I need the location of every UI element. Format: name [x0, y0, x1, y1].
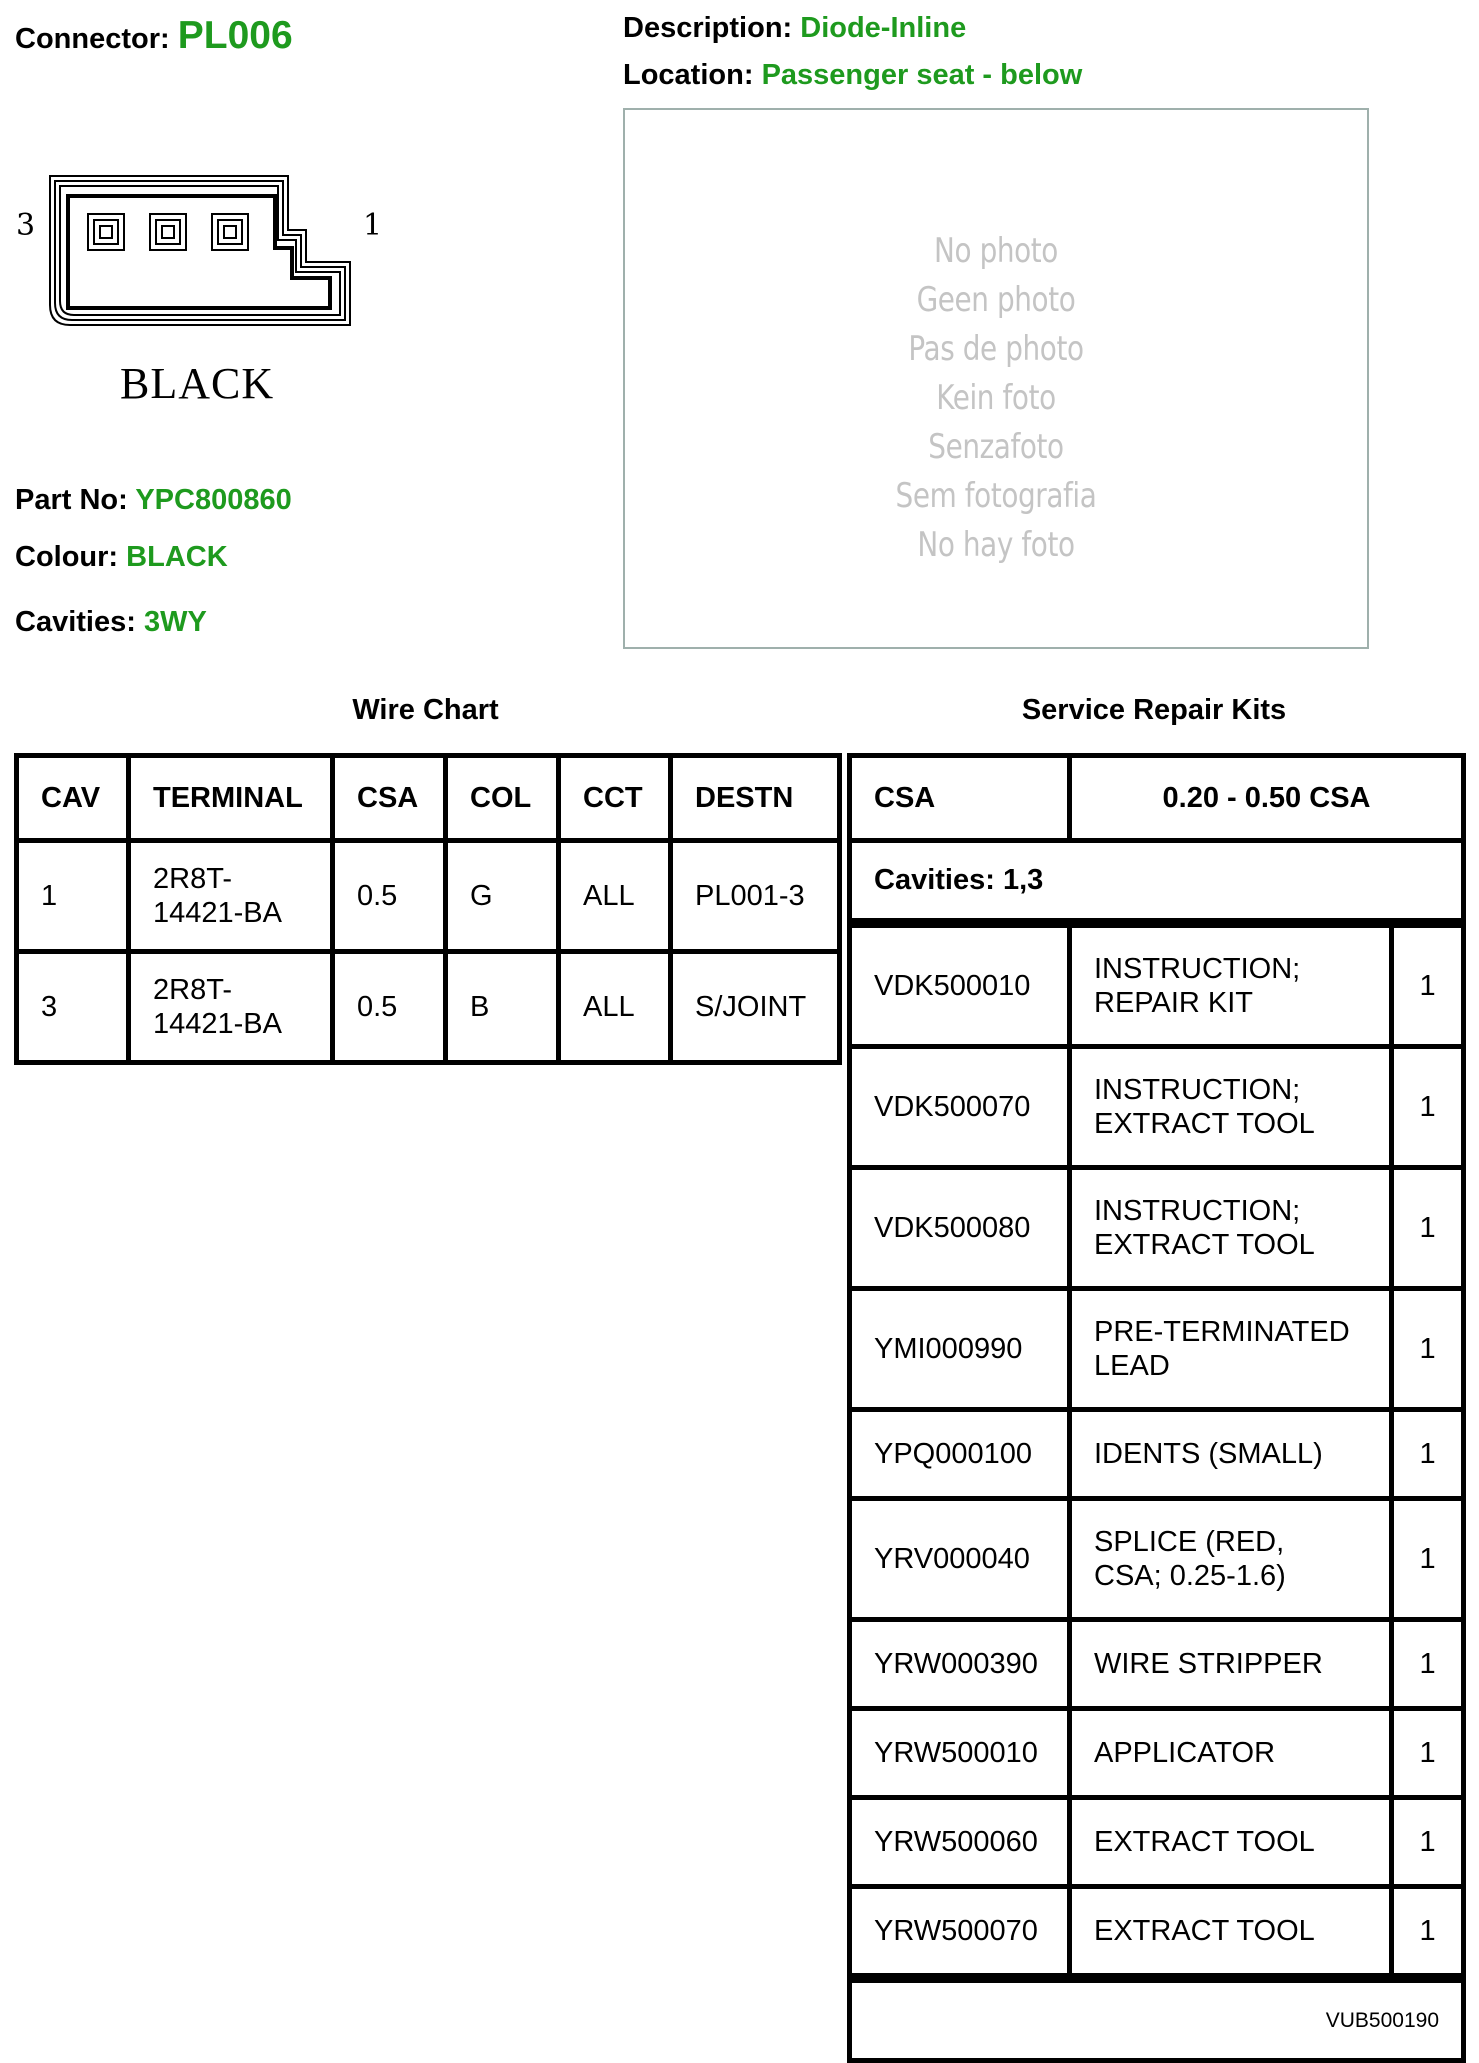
column-header: DESTN	[671, 756, 840, 841]
kit-row	[850, 1798, 1464, 1887]
description-line	[623, 12, 966, 45]
kit-row	[850, 1709, 1464, 1798]
kit-row	[850, 1887, 1464, 1976]
location-value: Passenger seat - below	[761, 59, 1083, 91]
repair-kits-table	[847, 753, 1466, 2063]
connector-outline	[10, 160, 400, 360]
col-cell: B	[446, 952, 559, 1063]
connector-colour-label: BLACK	[120, 359, 275, 408]
cavities-row	[850, 841, 1464, 921]
destn-cell: S/JOINT	[671, 952, 840, 1063]
cav-cell: 1	[17, 841, 129, 952]
kit-description: APPLICATOR	[1070, 1709, 1392, 1798]
column-header: TERMINAL	[129, 756, 333, 841]
table-row	[17, 952, 840, 1063]
location-label: Location:	[623, 59, 754, 91]
csa-label: CSA	[850, 756, 1070, 841]
no-photo-line: Senzafoto	[928, 427, 1064, 467]
kit-quantity: 1	[1392, 1047, 1464, 1168]
column-header: COL	[446, 756, 559, 841]
cavity-squares	[88, 214, 248, 250]
kit-footer-row	[850, 1981, 1464, 2061]
csa-cell: 0.5	[333, 841, 446, 952]
cct-cell: ALL	[559, 952, 671, 1063]
kit-row	[850, 1289, 1464, 1410]
description-label: Description:	[623, 12, 793, 44]
wire-chart-table	[14, 753, 842, 1065]
kit-description: INSTRUCTION; EXTRACT TOOL	[1070, 1168, 1392, 1289]
kit-part-number: YRW000390	[850, 1620, 1070, 1709]
kit-quantity: 1	[1392, 1168, 1464, 1289]
column-header: CAV	[17, 756, 129, 841]
part-no-value: YPC800860	[135, 484, 292, 516]
cavities-line	[15, 606, 207, 639]
kit-cavities: Cavities: 1,3	[850, 841, 1464, 921]
colour-value: BLACK	[126, 541, 228, 573]
csa-range: 0.20 - 0.50 CSA	[1070, 756, 1464, 841]
wire-chart-title: Wire Chart	[352, 694, 499, 726]
no-photo-line: Pas de photo	[908, 329, 1084, 369]
destn-cell: PL001-3	[671, 841, 840, 952]
kit-quantity: 1	[1392, 1289, 1464, 1410]
no-photo-line: Sem fotografia	[895, 476, 1097, 516]
csa-cell: 0.5	[333, 952, 446, 1063]
cavities-value: 3WY	[143, 606, 207, 638]
kit-part-number: VDK500070	[850, 1047, 1070, 1168]
column-header: CSA	[333, 756, 446, 841]
repair-kits-title: Service Repair Kits	[1021, 694, 1287, 726]
description-value: Diode-Inline	[800, 12, 967, 44]
colour-label: Colour:	[15, 541, 119, 573]
cct-cell: ALL	[559, 841, 671, 952]
photo-placeholder	[623, 108, 1369, 649]
no-photo-line: Geen photo	[916, 280, 1076, 320]
part-no-line	[15, 484, 292, 517]
kit-row	[850, 1047, 1464, 1168]
cav-cell: 3	[17, 952, 129, 1063]
table-header-row	[17, 756, 840, 841]
terminal-cell: 2R8T-14421-BA	[129, 841, 333, 952]
kit-part-number: YMI000990	[850, 1289, 1070, 1410]
no-photo-line: No hay foto	[917, 525, 1075, 565]
kit-part-number: YRW500010	[850, 1709, 1070, 1798]
kit-quantity: 1	[1392, 1709, 1464, 1798]
kit-row	[850, 1410, 1464, 1499]
kit-quantity: 1	[1392, 1410, 1464, 1499]
kit-description: PRE-TERMINATED LEAD	[1070, 1289, 1392, 1410]
kit-quantity: 1	[1392, 1887, 1464, 1976]
kit-description: INSTRUCTION; EXTRACT TOOL	[1070, 1047, 1392, 1168]
kit-row	[850, 1499, 1464, 1620]
kit-description: IDENTS (SMALL)	[1070, 1410, 1392, 1499]
terminal-cell: 2R8T-14421-BA	[129, 952, 333, 1063]
pin-number-left: 3	[16, 208, 36, 243]
kit-quantity: 1	[1392, 1798, 1464, 1887]
kit-part-number: VDK500010	[850, 926, 1070, 1047]
kit-part-number: YPQ000100	[850, 1410, 1070, 1499]
kit-code: VUB500190	[850, 1981, 1464, 2061]
no-photo-text	[625, 227, 1367, 570]
no-photo-line: Kein foto	[936, 378, 1056, 418]
colour-line	[15, 541, 228, 574]
kit-rows	[850, 926, 1464, 1976]
kit-description: EXTRACT TOOL	[1070, 1887, 1392, 1976]
connector-id: PL006	[177, 14, 293, 57]
kit-part-number: VDK500080	[850, 1168, 1070, 1289]
kit-description: WIRE STRIPPER	[1070, 1620, 1392, 1709]
connector-diagram	[10, 160, 400, 420]
column-header: CCT	[559, 756, 671, 841]
kit-description: INSTRUCTION; REPAIR KIT	[1070, 926, 1392, 1047]
col-cell: G	[446, 841, 559, 952]
cavities-label: Cavities:	[15, 606, 136, 638]
location-line	[623, 59, 1082, 92]
kit-quantity: 1	[1392, 1499, 1464, 1620]
kit-part-number: YRW500060	[850, 1798, 1070, 1887]
kit-row	[850, 1620, 1464, 1709]
kit-quantity: 1	[1392, 926, 1464, 1047]
pin-number-right: 1	[363, 208, 383, 243]
kit-part-number: YRV000040	[850, 1499, 1070, 1620]
kit-description: EXTRACT TOOL	[1070, 1798, 1392, 1887]
kit-part-number: YRW500070	[850, 1887, 1070, 1976]
no-photo-line: No photo	[934, 231, 1058, 271]
csa-header-row	[850, 756, 1464, 841]
connector-heading	[15, 14, 293, 58]
kit-quantity: 1	[1392, 1620, 1464, 1709]
table-row	[17, 841, 840, 952]
connector-label: Connector:	[15, 23, 170, 55]
kit-description: SPLICE (RED, CSA; 0.25-1.6)	[1070, 1499, 1392, 1620]
part-no-label: Part No:	[15, 484, 128, 516]
kit-row	[850, 926, 1464, 1047]
kit-row	[850, 1168, 1464, 1289]
